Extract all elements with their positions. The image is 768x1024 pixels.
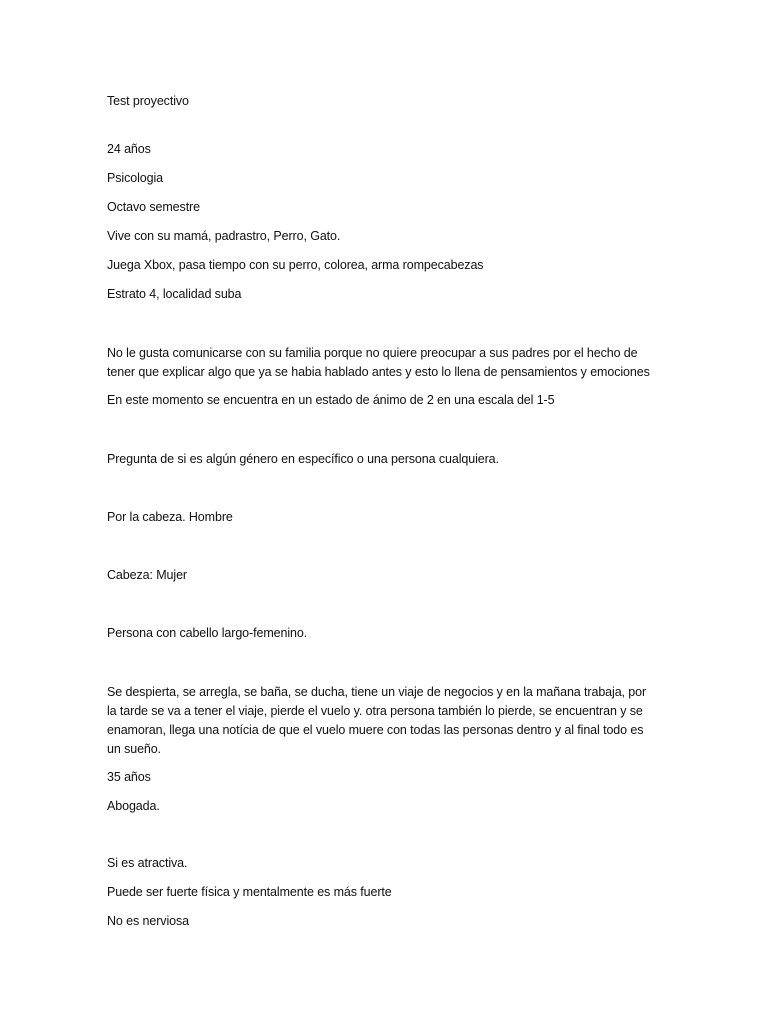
occupation-line: Abogada. [107,799,160,813]
attractive-line: Si es atractiva. [107,856,188,870]
profile-lives-with: Vive con su mamá, padrastro, Perro, Gato. [107,229,341,243]
communication-paragraph: No le gusta comunicarse con su familia porque no quiere preocupar a sus padres por el hecho de tener que explicar algo que ya se habia hablado antes y esto lo llena de pensamientos y emociones [107,346,650,379]
head-man-line: Por la cabeza. Hombre [107,510,233,524]
long-hair-line: Persona con cabello largo-femenino. [107,626,308,640]
profile-hobbies: Juega Xbox, pasa tiempo con su perro, colorea, arma rompecabezas [107,258,484,272]
profile-stratum: Estrato 4, localidad suba [107,287,242,301]
question-paragraph: Pregunta de si es algún género en específico o una persona cualquiera. [107,452,499,466]
mood-paragraph: En este momento se encuentra en un estado de ánimo de 2 en una escala del 1-5 [107,393,555,407]
profile-semester: Octavo semestre [107,200,200,214]
nervous-line: No es nerviosa [107,914,189,928]
document-title: Test proyectivo [107,94,189,108]
story-paragraph: Se despierta, se arregla, se baña, se ducha, tiene un viaje de negocios y en la mañana trabaja, por la tarde se va a tener el viaje, pierde el vuelo y. otra persona también lo pierde, se encuentran y se enamoran, llega una notícia de que el vuelo muere con todas las personas dentro y al final todo es un sueño. [107,685,647,756]
profile-career: Psicologia [107,171,163,185]
head-woman-line: Cabeza: Mujer [107,568,187,582]
strength-line: Puede ser fuerte física y mentalmente es más fuerte [107,885,392,899]
profile-age: 24 años [107,142,151,156]
second-age-line: 35 años [107,770,151,784]
